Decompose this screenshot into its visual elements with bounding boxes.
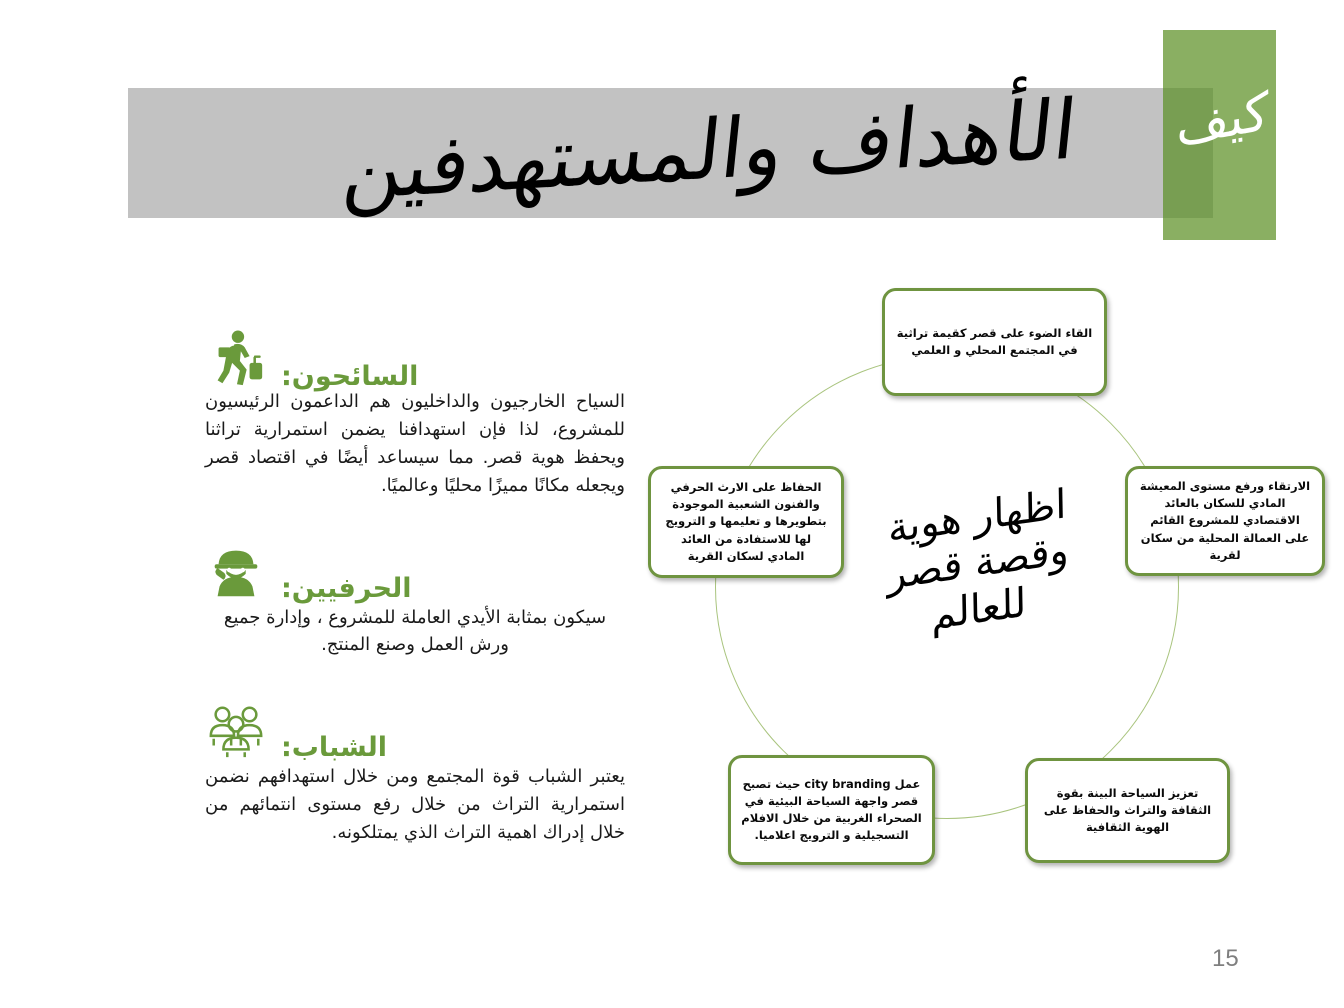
objective-node-bottom-right-text: تعزيز السياحة البينة بقوة الثقافة والتراث والحفاظ على الهوية الثقافية	[1043, 785, 1212, 835]
objective-node-left[interactable]	[648, 466, 844, 578]
page-number: 15	[1212, 945, 1239, 972]
audience-header-youth	[205, 701, 625, 764]
audience-block-youth	[205, 701, 625, 847]
diagram-center-label: اظهار هوية وقصة قصر للعالم	[886, 480, 1070, 639]
objective-node-right[interactable]	[1125, 466, 1325, 576]
objective-node-bottom-left[interactable]	[728, 755, 935, 865]
objective-node-top-text: القاء الضوء على قصر كقيمة تراثية في المجتمع المحلي و العلمي	[896, 325, 1093, 357]
objectives-cycle-diagram	[620, 270, 1344, 910]
audience-block-tourists	[205, 330, 625, 500]
audience-list	[205, 330, 625, 889]
objective-node-left-text: الحفاظ على الارث الحرفي والفنون الشعبية الموجودة بتطويرها و تعليمها و الترويج لها للاستفادة من العائد المادي لسكان القرية	[665, 479, 827, 563]
objective-node-top[interactable]	[882, 288, 1107, 396]
audience-header-artisans	[205, 542, 625, 602]
objective-node-right-text: الارتقاء ورفع مستوى المعيشة المادي للسكان بالعائد الاقتصادي للمشروع القائم على العمالة المحلية من سكان لقرية	[1139, 478, 1311, 562]
page-title: الأهداف والمستهدفين	[338, 81, 1082, 219]
corner-tab-label: كيف	[1175, 81, 1270, 159]
group-of-people-icon	[205, 699, 267, 761]
audience-header-tourists	[205, 330, 625, 390]
cycle-ring	[715, 355, 1179, 819]
audience-block-artisans	[205, 542, 625, 660]
audience-body-youth: يعتبر الشباب قوة المجتمع ومن خلال استهدافهم نضمن استمرارية التراث من خلال رفع مستوى انتمائهم من خلال إدراك اهمية التراث الذي يمتلكونه.	[205, 766, 625, 844]
craftsman-helmet-wrench-icon	[205, 540, 267, 602]
audience-title-artisans: الحرفيين:	[281, 572, 412, 604]
audience-title-youth: الشباب:	[281, 732, 387, 764]
objective-node-bottom-left-text: عمل city branding حيث تصبح قصر واجهة السياحة البيئية في الصحراء الغربية من خلال الافلام التسجيلية و الترويج اعلاميا.	[741, 776, 922, 843]
audience-title-tourists: السائحون:	[281, 361, 419, 392]
objective-node-bottom-right[interactable]	[1025, 758, 1230, 863]
audience-body-tourists: السياح الخارجيون والداخليون هم الداعمون الرئيسيون للمشروع، لذا فإن استهدافنا يضمن استمرارية تراثنا ويحفظ هوية قصر. مما سيساعد أيضًا في اقتصاد قصر ويجعله مكانًا مميزًا محليًا وعالميًا.	[205, 391, 625, 496]
audience-body-artisans: سيكون بمثابة الأيدي العاملة للمشروع ، وإدارة جميع ورش العمل وصنع المنتج.	[223, 606, 607, 656]
tourist-with-luggage-icon	[205, 328, 267, 390]
